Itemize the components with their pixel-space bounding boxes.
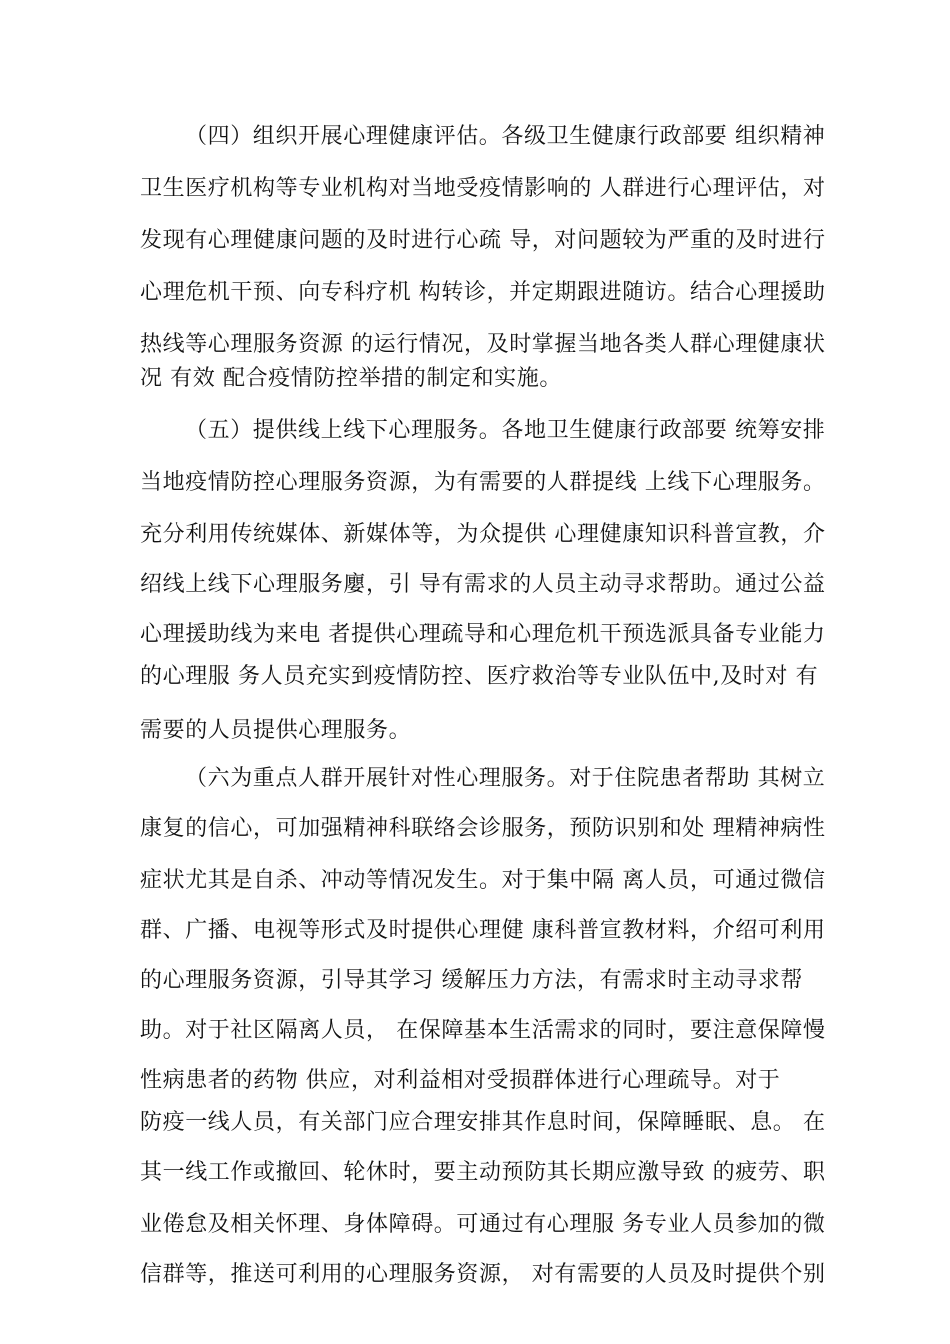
paragraph-6-line-6: 助。对于社区隔离人员， 在保障基本生活需求的同时，要注意保障慢 — [140, 1018, 826, 1043]
paragraph-5-line-5: 心理援助线为来电 者提供心理疏导和心理危机干预选派具备专业能力 — [140, 622, 826, 647]
paragraph-5-line-1: （五）提供线上线下心理服务。各地卫生健康行政部要 统筹安排 — [185, 418, 826, 443]
paragraph-6-line-7: 性病患者的药物 供应，对利益相对受损群体进行心理疏导。对于 — [140, 1068, 781, 1093]
paragraph-4-line-3: 发现有心理健康问题的及时进行心疏 导，对问题较为严重的及时进行 — [140, 228, 826, 253]
paragraph-5-line-3: 充分利用传统媒体、新媒体等，为众提供 心理健康知识科普宣教，介 — [140, 522, 826, 547]
paragraph-6-line-10: 业倦怠及相关怀理、身体障碍。可通过有心理服 务专业人员参加的微 — [140, 1212, 826, 1237]
paragraph-4-line-4: 心理危机干预、向专科疗机 构转诊，并定期跟进随访。结合心理援助 — [140, 280, 826, 305]
paragraph-5-line-4: 绍线上线下心理服务廮，引 导有需求的人员主动寻求帮助。通过公益 — [140, 572, 826, 597]
paragraph-6-line-11: 信群等，推送可利用的心理服务资源， 对有需要的人员及时提供个别 — [140, 1262, 826, 1287]
paragraph-4-line-2: 卫生医疗机构等专业机构对当地受疫情影响的 人群进行心理评估，对 — [140, 176, 826, 201]
paragraph-6-line-5: 的心理服务资源，引导其学习 缓解压力方法，有需求时主动寻求帮 — [140, 968, 803, 993]
paragraph-6-line-1: （六为重点人群开展针对性心理服务。对于住院患者帮助 其树立 — [185, 766, 826, 791]
paragraph-6-line-8: 防疫一线人员，有关部门应合理安排其作息时间，保障睡眠、息。 在 — [140, 1110, 826, 1135]
paragraph-5-line-7: 需要的人员提供心理服务。 — [140, 718, 412, 743]
paragraph-5-line-6: 的心理服 务人员充实到疫情防控、医疗救治等专业队伍中,及时对 有 — [140, 664, 819, 689]
paragraph-6-line-4: 群、广播、电视等形式及时提供心理健 康科普宣教材料，介绍可利用 — [140, 918, 826, 943]
paragraph-4-line-1: （四）组织开展心理健康评估。各级卫生健康行政部要 组织精神 — [185, 124, 826, 149]
paragraph-6-line-2: 康复的信心，可加强精神科联络会诊服务，预防识别和处 理精神病性 — [140, 816, 826, 841]
paragraph-6-line-3: 症状尤其是自杀、冲动等情况发生。对于集中隔 离人员，可通过微信 — [140, 868, 826, 893]
paragraph-4-line-6: 况 有效 配合疫情防控举措的制定和实施。 — [140, 366, 562, 391]
paragraph-6-line-9: 其一线工作或撤回、轮休时，要主动预防其长期应激导致 的疲劳、职 — [140, 1160, 826, 1185]
paragraph-4-line-5: 热线等心理服务资源 的运行情况，及时掌握当地各类人群心理健康状 — [140, 332, 826, 357]
paragraph-5-line-2: 当地疫情防控心理服务资源，为有需要的人群提线 上线下心理服务。 — [140, 470, 826, 495]
